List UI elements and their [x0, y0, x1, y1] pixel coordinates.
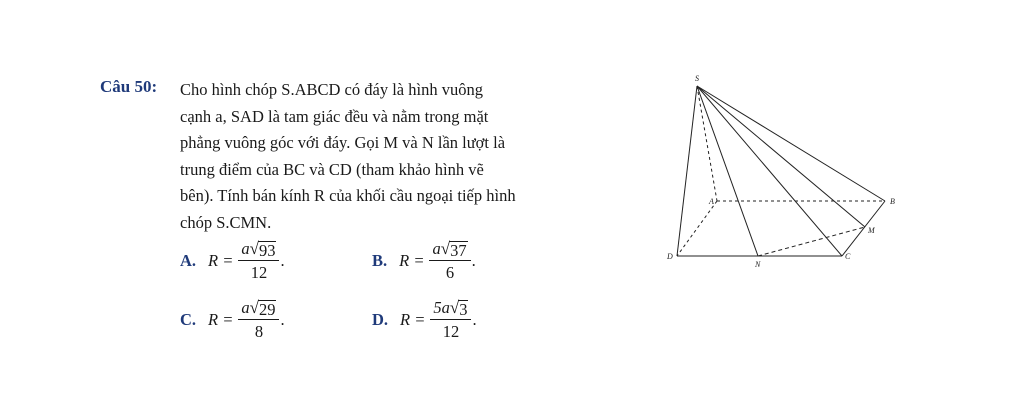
- option-fraction: a √ 37 6: [429, 239, 470, 283]
- option-lhs: R =: [400, 310, 426, 329]
- option-fraction: a √ 29 8: [238, 298, 279, 342]
- question-line: trung điểm của BC và CD (tham khảo hình vẽ: [180, 159, 484, 179]
- edge-sb: [697, 86, 885, 201]
- pyramid-figure: [660, 65, 910, 280]
- option-c[interactable]: C. R = a √ 29 8 .: [180, 298, 285, 341]
- edge-sd: [677, 86, 697, 256]
- question-number: Câu 50:: [100, 77, 158, 96]
- option-fraction: a √ 93 12: [238, 239, 279, 283]
- vertex-label-d: D: [667, 252, 673, 261]
- vertex-label-a: A: [709, 197, 714, 206]
- option-fraction: 5a √ 3 12: [430, 298, 471, 342]
- option-letter: B.: [372, 251, 388, 270]
- edge-cb: [842, 201, 885, 256]
- question-line: bên). Tính bán kính R của khối cầu ngoại tiếp hình: [180, 186, 516, 205]
- option-lhs: R =: [399, 251, 425, 270]
- option-a[interactable]: A. R = a √ 93 12 .: [180, 239, 285, 282]
- option-b[interactable]: B. R = a √ 37 6 .: [372, 239, 476, 282]
- option-d[interactable]: D. R = 5a √ 3 12 .: [372, 298, 477, 341]
- vertex-label-b: B: [890, 197, 895, 206]
- question-line: cạnh a, SAD là tam giác đều và nằm trong mặt: [180, 106, 489, 126]
- question-line: Cho hình chóp S.ABCD có đáy là hình vuông: [180, 80, 483, 99]
- option-lhs: R =: [208, 310, 234, 329]
- question-line: phẳng vuông góc với đáy. Gọi M và N lần lượt là: [180, 133, 506, 152]
- question-line: chóp S.CMN.: [180, 212, 272, 232]
- vertex-label-c: C: [845, 252, 851, 261]
- edge-sa: [697, 86, 717, 201]
- option-letter: D.: [372, 310, 389, 329]
- option-letter: A.: [180, 251, 197, 270]
- question-text: [180, 77, 578, 236]
- vertex-label-n: N: [755, 260, 761, 269]
- vertex-label-m: M: [868, 226, 875, 235]
- option-letter: C.: [180, 310, 197, 329]
- edge-sc: [697, 86, 842, 256]
- option-lhs: R =: [208, 251, 234, 270]
- vertex-label-s: S: [695, 74, 699, 83]
